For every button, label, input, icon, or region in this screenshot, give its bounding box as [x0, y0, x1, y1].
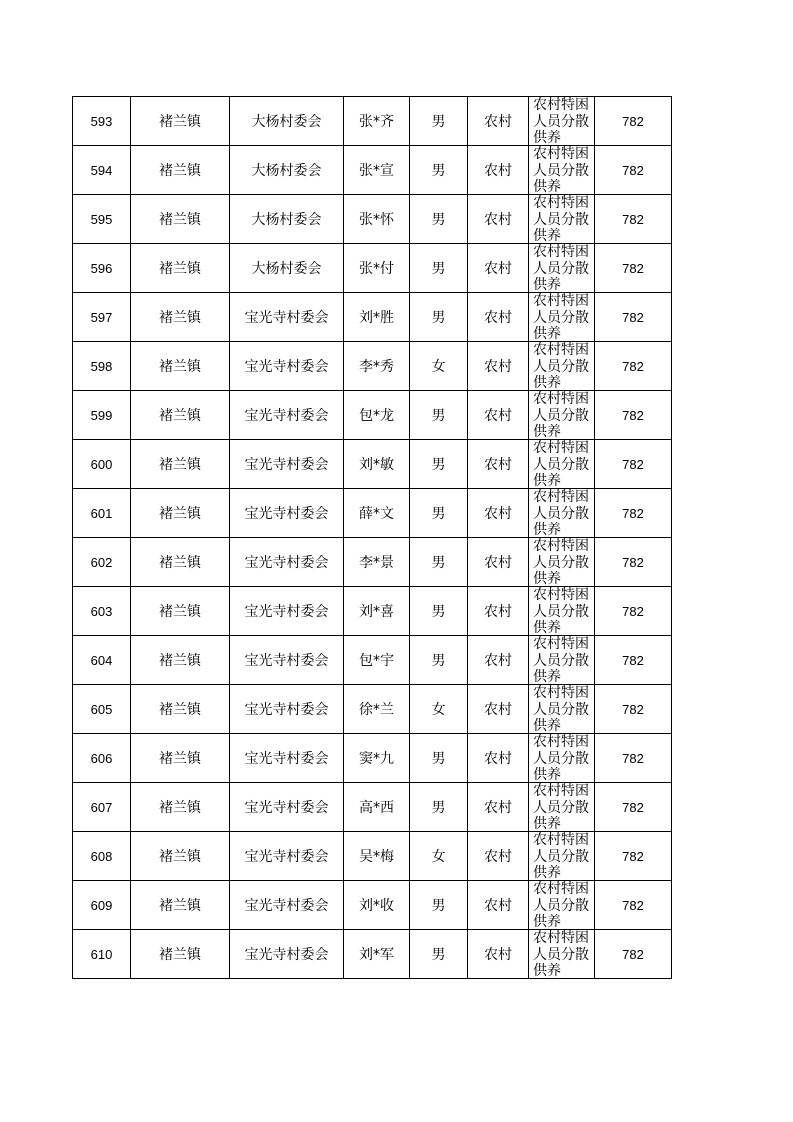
cell-type — [529, 636, 595, 685]
cell-village: 大杨村委会 — [230, 146, 344, 195]
cell-number: 598 — [73, 342, 131, 391]
cell-name: 刘*喜 — [344, 587, 410, 636]
cell-name: 李*景 — [344, 538, 410, 587]
cell-area: 农村 — [468, 342, 529, 391]
cell-type-text: 农村特困人员分散供养 — [533, 538, 589, 586]
cell-gender: 男 — [410, 195, 468, 244]
cell-amount: 782 — [595, 685, 672, 734]
cell-type — [529, 97, 595, 146]
cell-village: 宝光寺村委会 — [230, 783, 344, 832]
cell-amount: 782 — [595, 832, 672, 881]
cell-number: 609 — [73, 881, 131, 930]
cell-town: 褚兰镇 — [131, 195, 230, 244]
cell-name: 李*秀 — [344, 342, 410, 391]
cell-name: 包*宇 — [344, 636, 410, 685]
table-row — [73, 832, 672, 881]
cell-type-text: 农村特困人员分散供养 — [533, 685, 589, 733]
cell-gender: 男 — [410, 881, 468, 930]
cell-area: 农村 — [468, 587, 529, 636]
cell-name: 薛*文 — [344, 489, 410, 538]
cell-amount: 782 — [595, 930, 672, 979]
cell-type — [529, 734, 595, 783]
cell-amount: 782 — [595, 391, 672, 440]
cell-number: 595 — [73, 195, 131, 244]
cell-type-text: 农村特困人员分散供养 — [533, 636, 589, 684]
cell-village: 宝光寺村委会 — [230, 930, 344, 979]
cell-name: 张*怀 — [344, 195, 410, 244]
table-row — [73, 97, 672, 146]
cell-town: 褚兰镇 — [131, 832, 230, 881]
cell-gender: 男 — [410, 440, 468, 489]
cell-gender: 男 — [410, 587, 468, 636]
table-row — [73, 440, 672, 489]
cell-name: 吴*梅 — [344, 832, 410, 881]
cell-town: 褚兰镇 — [131, 636, 230, 685]
cell-name: 包*龙 — [344, 391, 410, 440]
cell-number: 606 — [73, 734, 131, 783]
cell-amount: 782 — [595, 734, 672, 783]
table-row — [73, 587, 672, 636]
cell-type-text: 农村特困人员分散供养 — [533, 97, 589, 145]
cell-village: 大杨村委会 — [230, 244, 344, 293]
cell-village: 宝光寺村委会 — [230, 734, 344, 783]
cell-village: 宝光寺村委会 — [230, 293, 344, 342]
cell-name: 刘*军 — [344, 930, 410, 979]
table-row — [73, 489, 672, 538]
cell-type — [529, 391, 595, 440]
cell-town: 褚兰镇 — [131, 244, 230, 293]
cell-type-text: 农村特困人员分散供养 — [533, 783, 589, 831]
cell-number: 604 — [73, 636, 131, 685]
cell-type — [529, 195, 595, 244]
cell-village: 宝光寺村委会 — [230, 832, 344, 881]
cell-village: 宝光寺村委会 — [230, 685, 344, 734]
cell-town: 褚兰镇 — [131, 440, 230, 489]
cell-village: 宝光寺村委会 — [230, 636, 344, 685]
cell-area: 农村 — [468, 783, 529, 832]
cell-amount: 782 — [595, 538, 672, 587]
cell-type-text: 农村特困人员分散供养 — [533, 734, 589, 782]
data-table — [72, 96, 672, 979]
cell-number: 593 — [73, 97, 131, 146]
cell-name: 张*付 — [344, 244, 410, 293]
cell-type — [529, 244, 595, 293]
cell-gender: 男 — [410, 97, 468, 146]
cell-name: 张*齐 — [344, 97, 410, 146]
cell-town: 褚兰镇 — [131, 538, 230, 587]
table-row — [73, 146, 672, 195]
cell-number: 602 — [73, 538, 131, 587]
cell-type — [529, 538, 595, 587]
cell-area: 农村 — [468, 685, 529, 734]
cell-area: 农村 — [468, 734, 529, 783]
cell-type-text: 农村特困人员分散供养 — [533, 195, 589, 243]
cell-town: 褚兰镇 — [131, 783, 230, 832]
table-row — [73, 293, 672, 342]
cell-name: 窦*九 — [344, 734, 410, 783]
table-row — [73, 244, 672, 293]
cell-name: 徐*兰 — [344, 685, 410, 734]
cell-amount: 782 — [595, 97, 672, 146]
cell-village: 宝光寺村委会 — [230, 440, 344, 489]
cell-area: 农村 — [468, 440, 529, 489]
cell-number: 596 — [73, 244, 131, 293]
cell-name: 张*宣 — [344, 146, 410, 195]
cell-number: 599 — [73, 391, 131, 440]
cell-village: 宝光寺村委会 — [230, 342, 344, 391]
cell-type-text: 农村特困人员分散供养 — [533, 342, 589, 390]
cell-type-text: 农村特困人员分散供养 — [533, 391, 589, 439]
cell-town: 褚兰镇 — [131, 881, 230, 930]
cell-type-text: 农村特困人员分散供养 — [533, 146, 589, 194]
table-row — [73, 734, 672, 783]
cell-gender: 男 — [410, 489, 468, 538]
cell-town: 褚兰镇 — [131, 293, 230, 342]
cell-amount: 782 — [595, 342, 672, 391]
cell-number: 601 — [73, 489, 131, 538]
cell-amount: 782 — [595, 636, 672, 685]
table-row — [73, 195, 672, 244]
cell-village: 宝光寺村委会 — [230, 881, 344, 930]
cell-town: 褚兰镇 — [131, 146, 230, 195]
cell-area: 农村 — [468, 195, 529, 244]
cell-gender: 女 — [410, 832, 468, 881]
cell-amount: 782 — [595, 244, 672, 293]
cell-type — [529, 881, 595, 930]
cell-town: 褚兰镇 — [131, 489, 230, 538]
cell-number: 594 — [73, 146, 131, 195]
cell-amount: 782 — [595, 195, 672, 244]
table-row — [73, 538, 672, 587]
table-row — [73, 881, 672, 930]
cell-type — [529, 587, 595, 636]
cell-town: 褚兰镇 — [131, 97, 230, 146]
cell-name: 刘*收 — [344, 881, 410, 930]
cell-number: 610 — [73, 930, 131, 979]
table-row — [73, 391, 672, 440]
cell-number: 608 — [73, 832, 131, 881]
cell-gender: 男 — [410, 930, 468, 979]
cell-town: 褚兰镇 — [131, 342, 230, 391]
cell-area: 农村 — [468, 636, 529, 685]
cell-town: 褚兰镇 — [131, 391, 230, 440]
cell-village: 宝光寺村委会 — [230, 391, 344, 440]
cell-type — [529, 783, 595, 832]
table-row — [73, 342, 672, 391]
cell-area: 农村 — [468, 881, 529, 930]
cell-type-text: 农村特困人员分散供养 — [533, 440, 589, 488]
cell-village: 宝光寺村委会 — [230, 489, 344, 538]
cell-number: 597 — [73, 293, 131, 342]
cell-amount: 782 — [595, 881, 672, 930]
cell-type — [529, 146, 595, 195]
cell-type-text: 农村特困人员分散供养 — [533, 293, 589, 341]
cell-gender: 男 — [410, 538, 468, 587]
cell-area: 农村 — [468, 930, 529, 979]
cell-type-text: 农村特困人员分散供养 — [533, 930, 589, 978]
cell-type — [529, 440, 595, 489]
cell-type — [529, 489, 595, 538]
cell-name: 高*西 — [344, 783, 410, 832]
cell-type-text: 农村特困人员分散供养 — [533, 244, 589, 292]
cell-amount: 782 — [595, 587, 672, 636]
cell-amount: 782 — [595, 293, 672, 342]
cell-area: 农村 — [468, 832, 529, 881]
cell-town: 褚兰镇 — [131, 685, 230, 734]
cell-gender: 男 — [410, 146, 468, 195]
cell-gender: 女 — [410, 685, 468, 734]
cell-area: 农村 — [468, 244, 529, 293]
table-row — [73, 930, 672, 979]
cell-gender: 男 — [410, 783, 468, 832]
table-row — [73, 685, 672, 734]
cell-village: 宝光寺村委会 — [230, 538, 344, 587]
cell-village: 大杨村委会 — [230, 195, 344, 244]
cell-type-text: 农村特困人员分散供养 — [533, 489, 589, 537]
cell-name: 刘*敏 — [344, 440, 410, 489]
cell-town: 褚兰镇 — [131, 587, 230, 636]
cell-town: 褚兰镇 — [131, 734, 230, 783]
cell-number: 605 — [73, 685, 131, 734]
cell-area: 农村 — [468, 293, 529, 342]
cell-type-text: 农村特困人员分散供养 — [533, 881, 589, 929]
cell-amount: 782 — [595, 440, 672, 489]
cell-area: 农村 — [468, 538, 529, 587]
cell-type-text: 农村特困人员分散供养 — [533, 832, 589, 880]
cell-village: 宝光寺村委会 — [230, 587, 344, 636]
cell-type — [529, 342, 595, 391]
table-body — [73, 97, 672, 979]
cell-number: 607 — [73, 783, 131, 832]
cell-gender: 男 — [410, 244, 468, 293]
cell-town: 褚兰镇 — [131, 930, 230, 979]
cell-type — [529, 832, 595, 881]
cell-gender: 男 — [410, 636, 468, 685]
cell-number: 600 — [73, 440, 131, 489]
cell-village: 大杨村委会 — [230, 97, 344, 146]
cell-amount: 782 — [595, 783, 672, 832]
cell-area: 农村 — [468, 146, 529, 195]
cell-area: 农村 — [468, 97, 529, 146]
cell-type — [529, 293, 595, 342]
cell-type-text: 农村特困人员分散供养 — [533, 587, 589, 635]
cell-amount: 782 — [595, 146, 672, 195]
table-row — [73, 783, 672, 832]
cell-amount: 782 — [595, 489, 672, 538]
cell-name: 刘*胜 — [344, 293, 410, 342]
cell-gender: 男 — [410, 391, 468, 440]
cell-type — [529, 930, 595, 979]
cell-number: 603 — [73, 587, 131, 636]
cell-gender: 男 — [410, 293, 468, 342]
cell-gender: 女 — [410, 342, 468, 391]
cell-type — [529, 685, 595, 734]
cell-area: 农村 — [468, 391, 529, 440]
cell-gender: 男 — [410, 734, 468, 783]
table-row — [73, 636, 672, 685]
cell-area: 农村 — [468, 489, 529, 538]
